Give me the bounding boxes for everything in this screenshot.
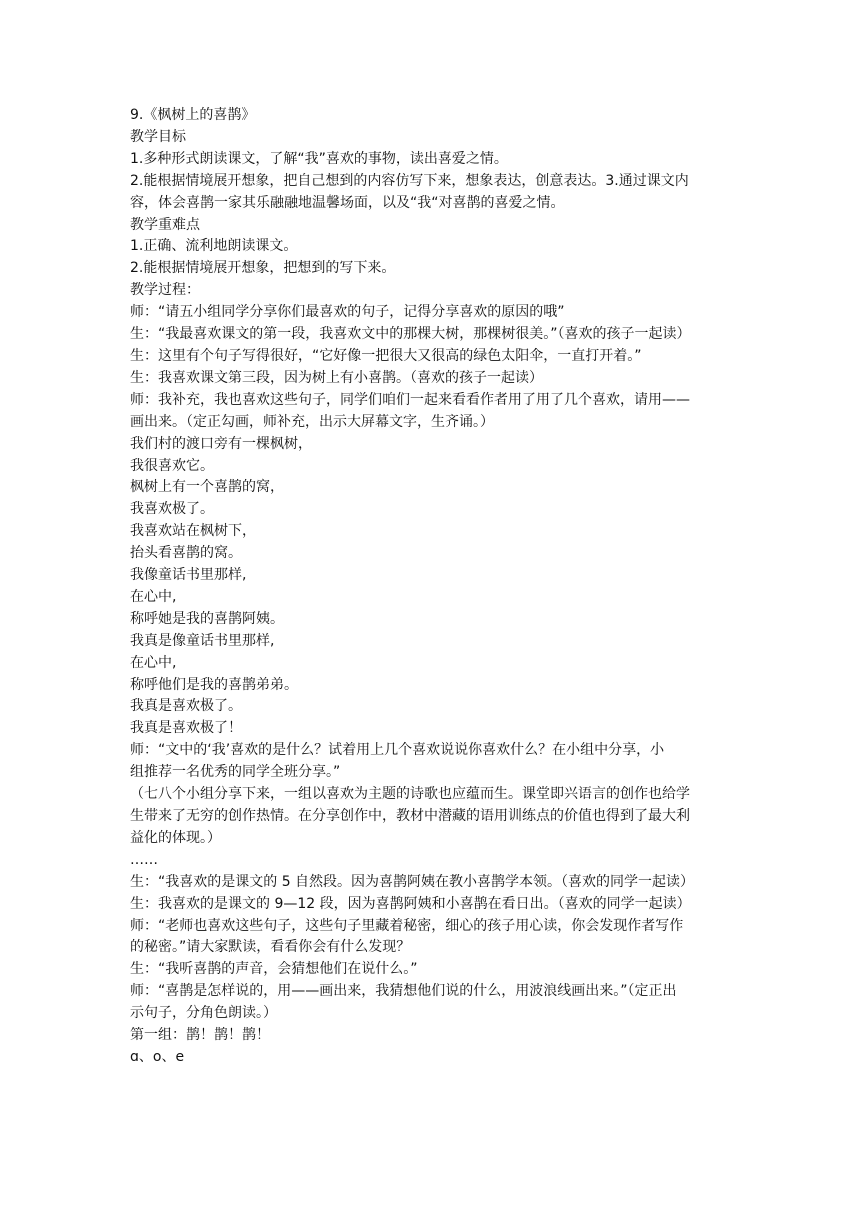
note-line: （七八个小组分享下来，一组以喜欢为主题的诗歌也应蕴而生。课堂即兴语言的创作也给学 — [130, 786, 690, 803]
key-point-2: 2.能根据情境展开想象，把想到的写下来。 — [130, 260, 396, 277]
dialogue-line: 组推荐一名优秀的同学全班分享。” — [130, 764, 341, 781]
dialogue-line: 师：“请五小组同学分享你们最喜欢的句子，记得分享喜欢的原因的哦” — [130, 304, 565, 321]
note-line: 生带来了无穷的创作热情。在分享创作中，教材中潜藏的语用训练点的价值也得到了最大利 — [130, 808, 690, 824]
dialogue-line: 生：“我喜欢的是课文的 5 自然段。因为喜鹊阿姨在教小喜鹊学本领。（喜欢的同学一起读） — [130, 873, 695, 890]
dialogue-line: 示句子，分角色朗读。） — [130, 1005, 277, 1022]
poem-line: 称呼他们是我的喜鹊弟弟。 — [130, 676, 298, 693]
lesson-title: 9.《枫树上的喜鹊》 — [130, 107, 256, 123]
goal-2-line-2: 容，体会喜鹊一家其乐融融地温馨场面，以及“我“对喜鹊的喜爱之情。 — [130, 194, 565, 211]
dialogue-line: 师：“老师也喜欢这些句子，这些句子里藏着秘密，细心的孩子用心读，你会发现作者写作 — [130, 917, 684, 934]
poem-line: 我很喜欢它。 — [130, 457, 214, 474]
poem-line: 枫树上有一个喜鹊的窝， — [130, 479, 284, 496]
poem-line: 我真是喜欢极了。 — [130, 698, 242, 715]
dialogue-line: 师：“喜鹊是怎样说的，用——画出来，我猜想他们说的什么，用波浪线画出来。”（定正出 — [130, 983, 677, 1000]
poem-line: 我真是像童话书里那样, — [130, 632, 275, 649]
poem-line: 称呼她是我的喜鹊阿姨。 — [130, 610, 284, 627]
goal-2-line-1: 2.能根据情境展开想象，把自己想到的内容仿写下来，想象表达，创意表达。3.通过课文内 — [130, 172, 689, 189]
poem-line: 我喜欢极了。 — [130, 501, 214, 518]
dialogue-line: 生：“我最喜欢课文的第一段，我喜欢文中的那棵大树，那棵树很美。”（喜欢的孩子一起读） — [130, 326, 691, 343]
poem-line: 在心中, — [130, 588, 177, 605]
key-points-heading: 教学重难点 — [130, 216, 200, 233]
document-body — [130, 105, 735, 1069]
poem-line: 我真是喜欢极了！ — [130, 720, 242, 737]
poem-line: 我像童话书里那样, — [130, 567, 247, 584]
process-heading: 教学过程： — [130, 282, 200, 299]
note-line: 益化的体现。） — [130, 829, 221, 846]
ellipsis: …… — [130, 851, 158, 868]
dialogue-line: 的秘密。”请大家默读，看看你会有什么发现？ — [130, 939, 411, 956]
dialogue-line: 生：“我听喜鹊的声音，会猜想他们在说什么。” — [130, 961, 418, 978]
goal-1: 1.多种形式朗读课文，了解“我”喜欢的事物，读出喜爱之情。 — [130, 150, 508, 167]
group-1-line: 第一组：鹊！鹊！鹊！ — [130, 1027, 270, 1044]
dialogue-line: 师：“文中的‘我’喜欢的是什么？试着用上几个喜欢说说你喜欢什么？在小组中分享，小 — [130, 742, 665, 759]
dialogue-line: 师：我补充，我也喜欢这些句子，同学们咱们一起来看看作者用了用了几个喜欢，请用—— — [130, 391, 690, 408]
dialogue-line: 画出来。（定正勾画，师补充，出示大屏幕文字，生齐诵。） — [130, 413, 494, 430]
dialogue-line: 生：这里有个句子写得很好，“它好像一把很大又很高的绿色太阳伞，一直打开着。” — [130, 347, 642, 364]
key-point-1: 1.正确、流利地朗读课文。 — [130, 238, 298, 255]
dialogue-line: 生：我喜欢课文第三段，因为树上有小喜鹊。（喜欢的孩子一起读） — [130, 369, 543, 386]
poem-line: 我喜欢站在枫树下， — [130, 523, 256, 540]
poem-line: 抬头看喜鹊的窝。 — [130, 545, 242, 562]
poem-line: 我们村的渡口旁有一棵枫树， — [130, 435, 312, 452]
dialogue-line: 生：我喜欢的是课文的 9—12 段，因为喜鹊阿姨和小喜鹊在看日出。（喜欢的同学一起读） — [130, 895, 691, 912]
goals-heading: 教学目标 — [130, 128, 186, 145]
pinyin-line: ɑ、o、e — [130, 1048, 185, 1065]
poem-line: 在心中, — [130, 654, 177, 671]
